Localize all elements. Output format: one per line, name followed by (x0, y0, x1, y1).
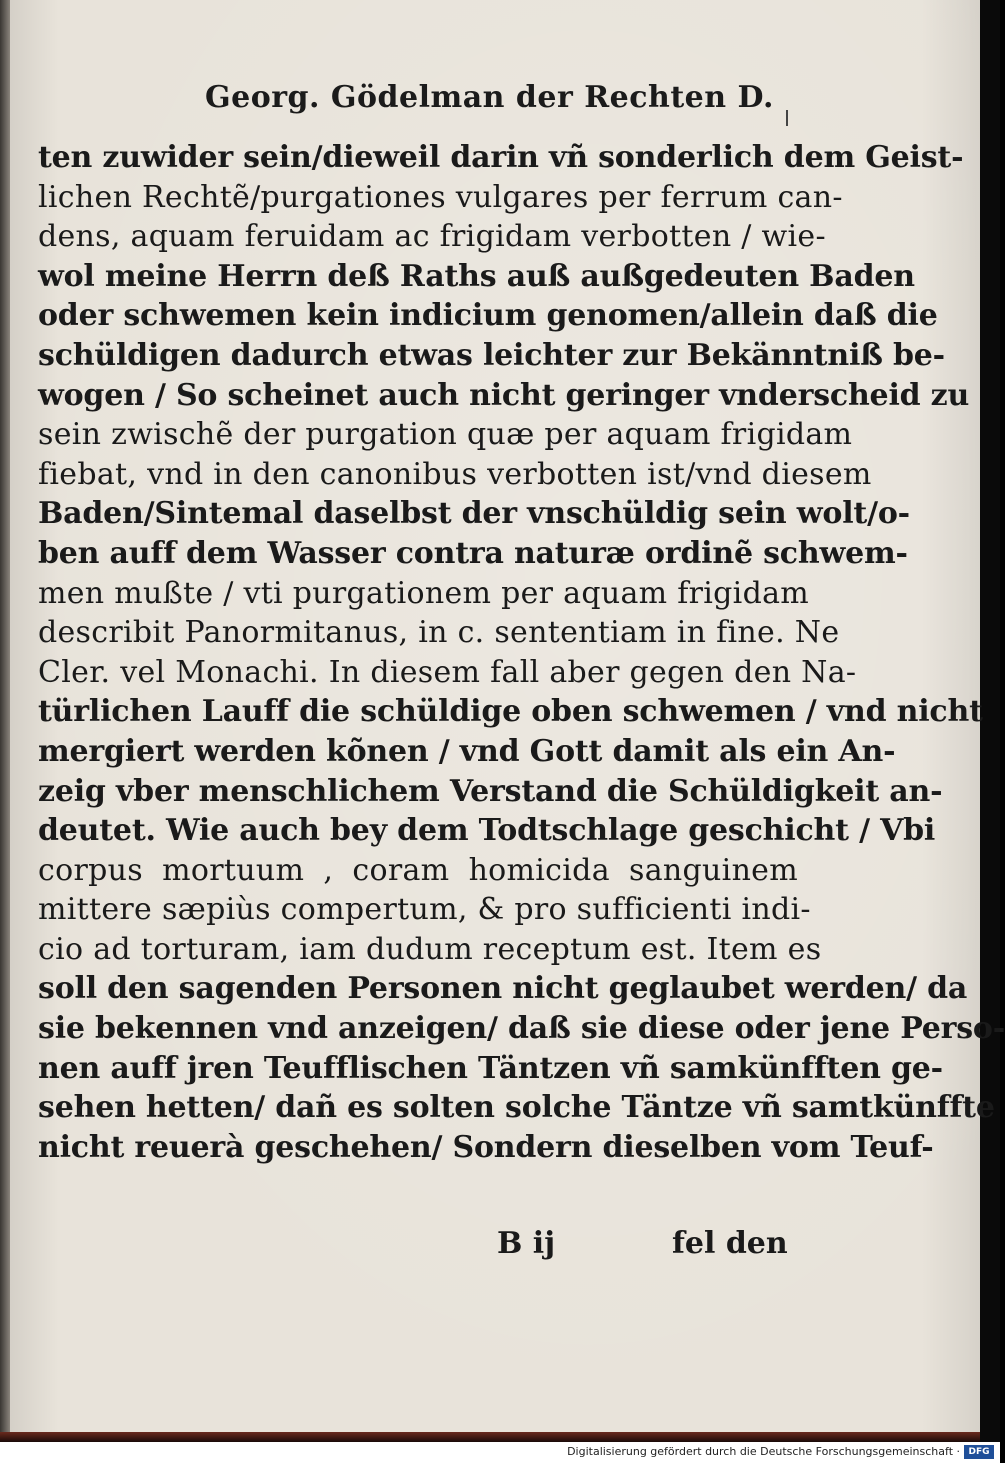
running-head: Georg. Gödelman der Rechten D. (205, 80, 774, 115)
catchword: fel den (672, 1226, 788, 1261)
text-line: nen auff jren Teufflischen Täntzen vñ samkünfften ge- (38, 1050, 943, 1086)
text-line: oder schwemen kein indicium genomen/allein daß die (38, 298, 938, 334)
page-edge-bottom (0, 1432, 980, 1442)
text-line: soll den sagenden Personen nicht geglaubet werden/ da (38, 971, 968, 1007)
text-line: men mußte / vti purgationem per aquam frigidam (38, 575, 810, 611)
text-line: türlichen Lauff die schüldige oben schwemen / vnd nicht (38, 694, 983, 730)
text-line: ten zuwider sein/dieweil darin vñ sonderlich dem Geist- (38, 140, 964, 175)
funding-credit: Digitalisierung gefördert durch die Deutsche Forschungsgemeinschaft · (567, 1445, 960, 1458)
text-line: deutet. Wie auch bey dem Todtschlage geschicht / Vbi (38, 813, 936, 849)
text-line: sein zwischẽ der purgation quæ per aquam frigidam (38, 417, 853, 453)
text-line: mittere sæpiùs compertum, & pro sufficienti indi- (38, 892, 811, 928)
text-line: mergiert werden kõnen / vnd Gott damit als ein An- (38, 733, 896, 769)
text-line: dens, aquam feruidam ac frigidam verbotten / wie- (38, 219, 826, 255)
text-line: wogen / So scheinet auch nicht geringer vnderscheid zu (38, 377, 970, 413)
signature-mark: B ij (497, 1226, 556, 1261)
text-line: schüldigen dadurch etwas leichter zur Bekänntniß be- (38, 337, 945, 373)
text-line: zeig vber menschlichem Verstand die Schüldigkeit an- (38, 773, 943, 809)
text-line: describit Panormitanus, in c. sententiam in fine. Ne (38, 615, 840, 651)
text-line: sie bekennen vnd anzeigen/ daß sie diese oder jene Perso- (38, 1011, 1005, 1047)
dfg-logo-icon: DFG (964, 1445, 994, 1459)
text-line: Cler. vel Monachi. In diesem fall aber gegen den Na- (38, 654, 857, 690)
text-line: sehen hetten/ dañ es solten solche Täntze vñ samtkünffte (38, 1090, 995, 1126)
body-text (38, 138, 1005, 1167)
text-line: cio ad torturam, iam dudum receptum est. Item es (38, 931, 822, 967)
page-footer-row (497, 1226, 797, 1266)
text-line: lichen Rechtẽ/purgationes vulgares per ferrum can- (38, 179, 843, 215)
page-edge-left (0, 0, 10, 1438)
folio-mark (786, 110, 788, 126)
funding-footer (0, 1442, 1000, 1463)
text-line: fiebat, vnd in den canonibus verbotten ist/vnd diesem (38, 456, 872, 492)
text-line: ben auff dem Wasser contra naturæ ordinẽ schwem- (38, 535, 908, 571)
text-line: wol meine Herrn deß Raths auß außgedeuten Baden (38, 258, 915, 294)
text-line: Baden/Sintemal daselbst der vnschüldig sein wolt/o- (38, 496, 910, 532)
text-line: nicht reuerà geschehen/ Sondern dieselben vom Teuf- (38, 1129, 934, 1165)
text-line: corpus mortuum , coram homicida sanguinem (38, 852, 798, 888)
